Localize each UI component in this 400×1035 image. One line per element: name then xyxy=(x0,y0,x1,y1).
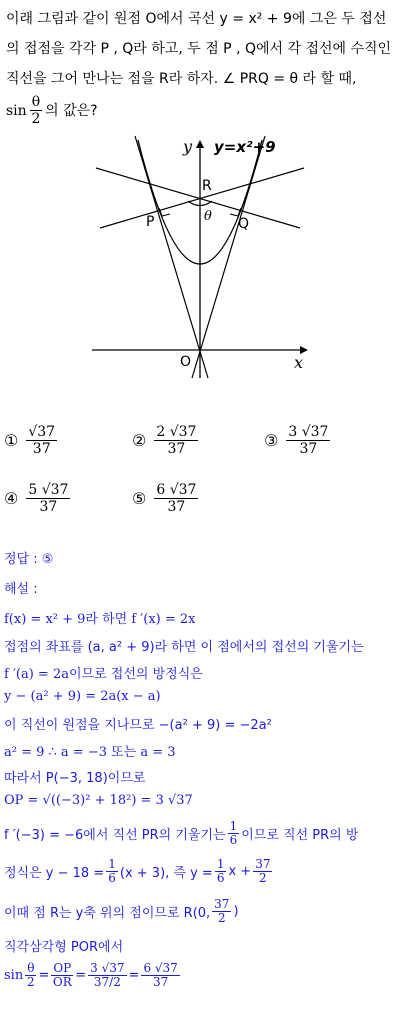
r-y-fraction: 37 2 xyxy=(214,897,230,926)
choice-mark: ① xyxy=(4,431,19,451)
choice-5[interactable] xyxy=(132,482,198,515)
question-line-4 xyxy=(6,94,398,127)
normal-line-left xyxy=(96,168,300,228)
choice-2[interactable] xyxy=(132,424,198,457)
curve-label: y=x²+9 xyxy=(214,138,276,156)
solution-line-7: 따라서 P(−3, 18)이므로 xyxy=(4,771,146,786)
choice-fraction: $\frac{6 √37}{37}$ xyxy=(156,482,197,516)
slope-fraction: $\frac{1}{6}$ xyxy=(108,857,116,886)
question-line-3: 직선을 그어 만나는 점을 R라 하자. ∠ PRQ = θ 라 할 때, xyxy=(6,71,357,87)
question-suffix: 의 값은? xyxy=(45,102,98,119)
angle-label: θ xyxy=(204,209,212,224)
solution-line-4: y − (a² + 9) = 2a(x − a) xyxy=(4,689,161,704)
solution-line-2: 접점의 좌표를 (a, a² + 9)라 하면 이 점에서의 접선의 기울기는 xyxy=(4,640,364,655)
sin-label: sin xyxy=(6,102,27,119)
choice-mark: ② xyxy=(132,431,147,451)
parabola-figure xyxy=(0,128,400,398)
intercept-fraction: $\frac{37}{2}$ xyxy=(255,857,271,886)
choice-4[interactable] xyxy=(4,482,70,515)
solution-line-10: 정식은 y − 18 = $\frac{1}{6}$ (x + 3), 즉 y = $\frac{1}{6}$ x + $\frac{37}{2}$ xyxy=(4,857,271,886)
point-p-label: P xyxy=(146,214,155,230)
solution-line-11: 이때 점 R는 y축 위의 점이므로 R(0, 37 2 ) xyxy=(4,897,239,926)
slope-fraction: 1 6 xyxy=(229,819,238,848)
choice-mark: ③ xyxy=(264,431,279,451)
choice-mark: ④ xyxy=(4,489,19,509)
point-r-label: R xyxy=(202,178,212,194)
theta-half-fraction: $\frac{\theta}{2}$ xyxy=(31,94,41,128)
tangent-line-right xyxy=(192,136,265,378)
question-line-2: 의 접점을 각각 P , Q라 하고, 두 점 P , Q에서 각 접선에 수직인 xyxy=(6,41,392,57)
explanation-heading: 해설 : xyxy=(4,582,38,597)
solution-line-9: f ′(−3) = −6에서 직선 PR의 기울기는 1 6 이므로 직선 PR의 방 xyxy=(4,819,359,848)
y-axis-label: y xyxy=(183,137,193,156)
solution-line-1: f(x) = x² + 9라 하면 f ′(x) = 2x xyxy=(4,612,196,627)
choice-fraction: $\frac{3 √37}{37}$ xyxy=(288,424,329,458)
tangent-line-left xyxy=(135,136,208,378)
solution-line-5: 이 직선이 원점을 지나므로 −(a² + 9) = −2a² xyxy=(4,718,272,733)
solution-line-6: a² = 9 ∴ a = −3 또는 a = 3 xyxy=(4,745,176,760)
question-text xyxy=(6,4,398,127)
solution-line-12: 직각삼각형 POR에서 xyxy=(4,940,124,955)
normal-line-right xyxy=(100,168,304,228)
origin-label: O xyxy=(180,354,192,370)
solution-line-3: f ′(a) = 2a이므로 접선의 방정식은 xyxy=(4,667,203,682)
y-axis-arrow xyxy=(196,140,204,148)
choice-1[interactable] xyxy=(4,424,57,457)
choice-fraction: $\frac{2 √37}{37}$ xyxy=(156,424,197,458)
x-axis-label: x xyxy=(294,353,304,372)
choice-fraction: $\frac{5 √37}{37}$ xyxy=(28,482,69,516)
point-q-label: Q xyxy=(238,216,250,232)
slope-fraction: $\frac{1}{6}$ xyxy=(216,857,225,886)
solution-line-8: OP = √((−3)² + 18²) = 3 √37 xyxy=(4,793,193,808)
answer-line: 정답 : ⑤ xyxy=(4,552,54,567)
question-line-1: 이래 그림과 같이 원점 O에서 곡선 y = x² + 9에 그은 두 접선 xyxy=(6,11,387,27)
choice-fraction: $\frac{√37}{37}$ xyxy=(28,424,56,458)
solution-line-13: sin $\frac{\theta}{2}$ = $\frac{OP}{OR}$ = $\frac{3 √37}{37/2}$ = $\frac{6 √37}{37}$ xyxy=(4,961,178,990)
choice-mark: ⑤ xyxy=(132,489,147,509)
choice-3[interactable] xyxy=(264,424,330,457)
